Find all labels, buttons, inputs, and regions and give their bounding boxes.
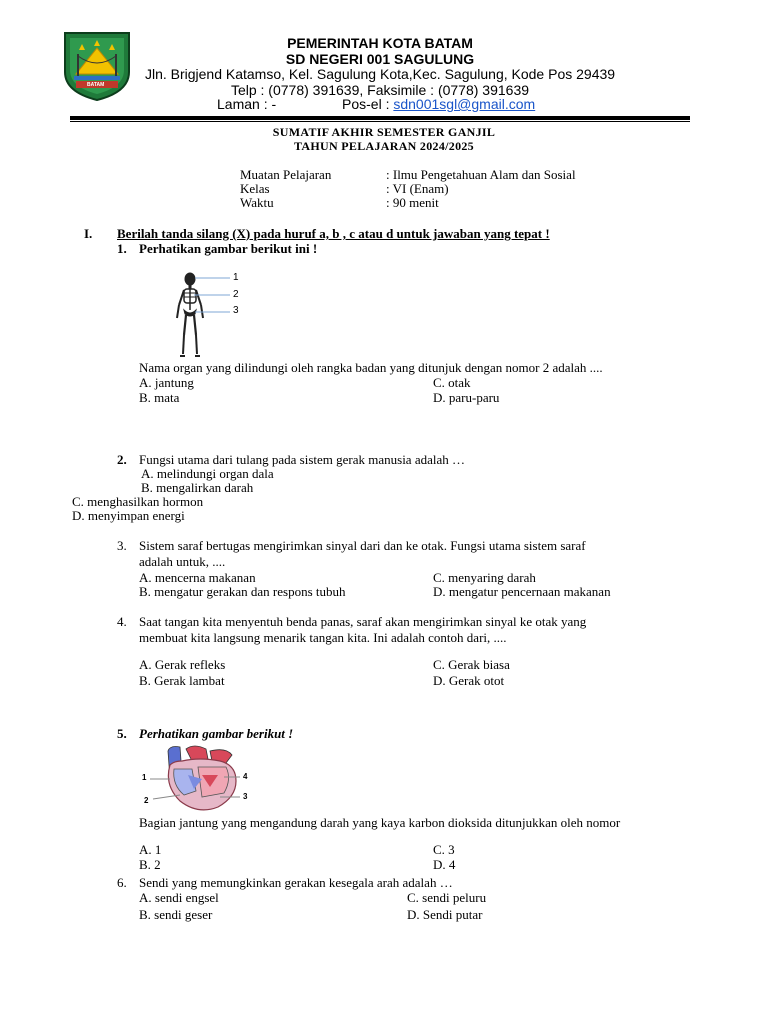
exam-year: TAHUN PELAJARAN 2024/2025 [294, 139, 474, 153]
info-subject-value: : Ilmu Pengetahuan Alam dan Sosial [386, 167, 576, 182]
info-class-label: Kelas [240, 181, 270, 196]
logo-text: BATAM [87, 82, 105, 88]
q2-text: Fungsi utama dari tulang pada sistem gerak manusia adalah … [139, 452, 465, 467]
skeleton-label-2: 2 [233, 289, 239, 300]
q2-option-c[interactable]: C. menghasilkan hormon [72, 494, 204, 509]
heart-label-1: 1 [142, 773, 147, 782]
header-address: Jln. Brigjend Katamso, Kel. Sagulung Kota,Kec. Sagulung, Kode Pos 29439 [144, 66, 616, 82]
q3-option-c[interactable]: C. menyaring darah [433, 570, 536, 585]
header-school: SD NEGERI 001 SAGULUNG [285, 51, 475, 67]
q2-option-d[interactable]: D. menyimpan energi [72, 508, 185, 523]
q6-option-a[interactable]: A. sendi engsel [139, 890, 219, 905]
info-time-value: : 90 menit [386, 195, 439, 210]
header-divider-thin [70, 121, 690, 122]
q3-text-line1: Sistem saraf bertugas mengirimkan sinyal dari dan ke otak. Fungsi utama sistem saraf [139, 538, 586, 553]
info-time-label: Waktu [240, 195, 274, 210]
q2-option-b[interactable]: B. mengalirkan darah [141, 480, 254, 495]
header-government: PEMERINTAH KOTA BATAM [287, 35, 473, 51]
q1-text: Nama organ yang dilindungi oleh rangka badan yang ditunjuk dengan nomor 2 adalah .... [139, 360, 603, 375]
q3-option-a[interactable]: A. mencerna makanan [139, 570, 256, 585]
heart-label-2: 2 [144, 796, 149, 805]
q1-number: 1. [117, 241, 127, 256]
q5-number: 5. [117, 726, 127, 741]
email-link[interactable]: sdn001sgl@gmail.com [393, 96, 536, 112]
q5-option-b[interactable]: B. 2 [139, 857, 161, 872]
q1-option-c[interactable]: C. otak [433, 375, 471, 390]
q6-option-d[interactable]: D. Sendi putar [407, 907, 483, 922]
q4-text-line1: Saat tangan kita menyentuh benda panas, saraf akan mengirimkan sinyal ke otak yang [139, 614, 587, 629]
email-label: Pos-el : [342, 96, 394, 112]
exam-title: SUMATIF AKHIR SEMESTER GANJIL [272, 125, 496, 139]
section-instruction: Berilah tanda silang (X) pada huruf a, b , c atau d untuk jawaban yang tepat ! [117, 226, 550, 241]
skeleton-label-1: 1 [233, 272, 239, 283]
q1-option-a[interactable]: A. jantung [139, 375, 194, 390]
q3-number: 3. [117, 538, 127, 553]
q4-option-b[interactable]: B. Gerak lambat [139, 673, 225, 688]
section-numeral: I. [84, 226, 93, 241]
q3-text-line2: adalah untuk, .... [139, 554, 226, 569]
q3-option-b[interactable]: B. mengatur gerakan dan respons tubuh [139, 584, 346, 599]
q6-option-c[interactable]: C. sendi peluru [407, 890, 487, 905]
q2-number: 2. [117, 452, 127, 467]
header-email-row [342, 96, 535, 112]
q4-option-a[interactable]: A. Gerak refleks [139, 657, 226, 672]
q1-option-b[interactable]: B. mata [139, 390, 180, 405]
q5-option-d[interactable]: D. 4 [433, 857, 456, 872]
q6-option-b[interactable]: B. sendi geser [139, 907, 213, 922]
header-laman: Laman : - [217, 96, 277, 112]
header-phone: Telp : (0778) 391639, Faksimile : (0778) 391639 [230, 82, 530, 98]
q5-option-c[interactable]: C. 3 [433, 842, 455, 857]
q4-number: 4. [117, 614, 127, 629]
heart-label-4: 4 [243, 772, 248, 781]
q6-text: Sendi yang memungkinkan gerakan kesegala arah adalah … [139, 875, 453, 890]
q1-prompt: Perhatikan gambar berikut ini ! [139, 241, 318, 256]
heart-label-3: 3 [243, 792, 248, 801]
q3-option-d[interactable]: D. mengatur pencernaan makanan [433, 584, 611, 599]
q6-number: 6. [117, 875, 127, 890]
q2-option-a[interactable]: A. melindungi organ dala [141, 466, 274, 481]
q1-option-d[interactable]: D. paru-paru [433, 390, 500, 405]
q4-option-c[interactable]: C. Gerak biasa [433, 657, 510, 672]
q5-prompt: Perhatikan gambar berikut ! [139, 726, 294, 741]
q4-option-d[interactable]: D. Gerak otot [433, 673, 505, 688]
info-subject-label: Muatan Pelajaran [240, 167, 332, 182]
info-class-value: : VI (Enam) [386, 181, 449, 196]
skeleton-label-3: 3 [233, 305, 239, 316]
q4-text-line2: membuat kita langsung menarik tangan kita. Ini adalah contoh dari, .... [139, 630, 507, 645]
q5-text: Bagian jantung yang mengandung darah yang kaya karbon dioksida ditunjukkan oleh nomor [139, 815, 621, 830]
header-divider-thick [70, 116, 690, 120]
q5-option-a[interactable]: A. 1 [139, 842, 162, 857]
